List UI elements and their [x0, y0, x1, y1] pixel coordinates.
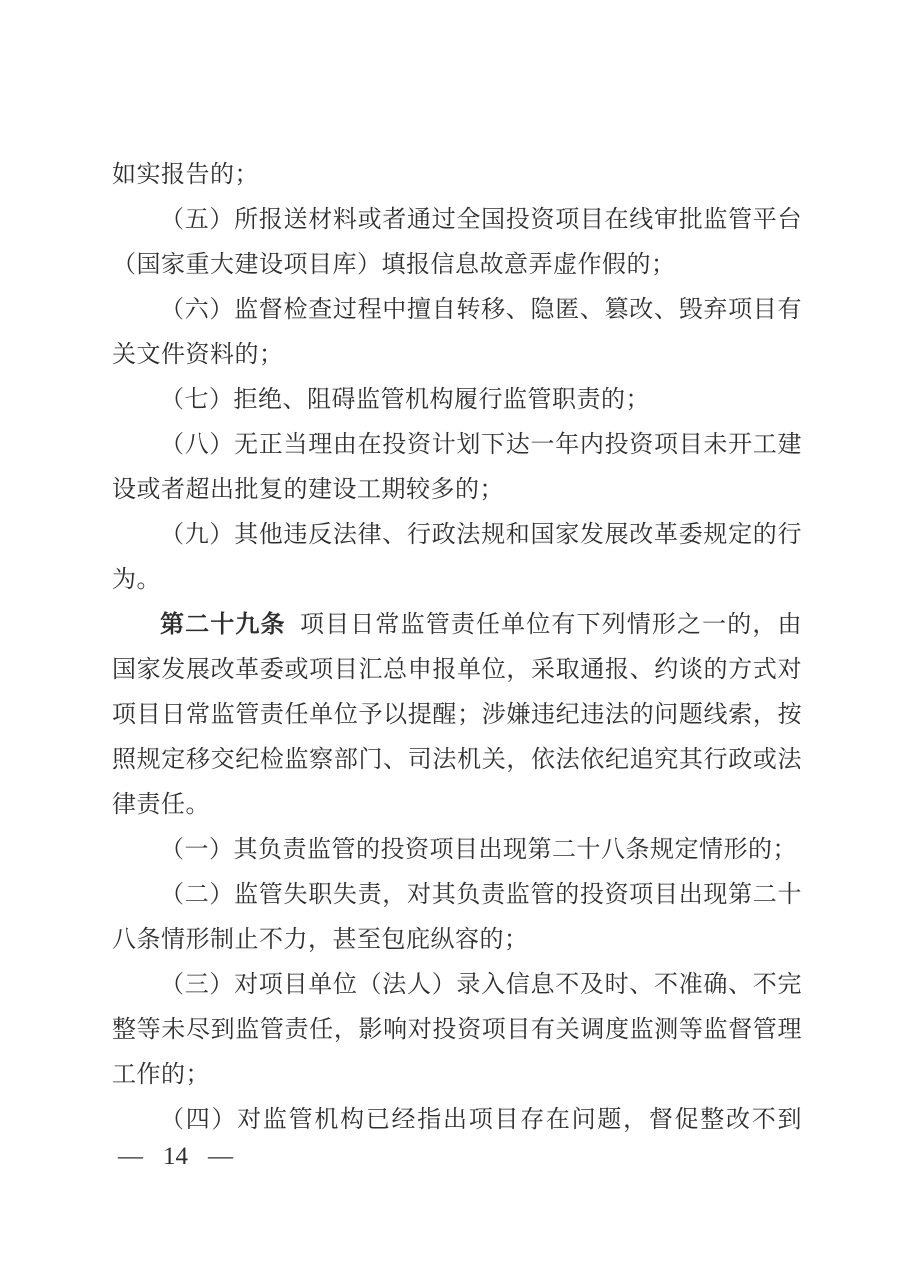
text-line: 八条情形制止不力，甚至包庇纵容的； — [112, 927, 529, 953]
text-line: （二）监管失职失责，对其负责监管的投资项目出现第二十 — [160, 882, 802, 908]
text-line: 工作的； — [112, 1062, 210, 1088]
text-line: 项目日常监管责任单位予以提醒；涉嫌违纪违法的问题线索，按 — [112, 702, 802, 728]
article-number: 第二十九条 — [160, 612, 286, 638]
document-body — [112, 153, 802, 1143]
text-line: （七）拒绝、阻碍监管机构履行监管职责的； — [160, 387, 650, 413]
text-line: （九）其他违反法律、行政法规和国家发展改革委规定的行 — [160, 522, 802, 548]
text-line — [112, 603, 802, 648]
text-line: 照规定移交纪检监察部门、司法机关，依法依纪追究其行政或法 — [112, 747, 802, 773]
text-line: 国家发展改革委或项目汇总申报单位，采取通报、约谈的方式对 — [112, 657, 802, 683]
text-line: （一）其负责监管的投资项目出现第二十八条规定情形的； — [160, 837, 797, 863]
text-line: （六）监督检查过程中擅自转移、隐匿、篡改、毁弃项目有 — [160, 297, 802, 323]
text-line: （三）对项目单位（法人）录入信息不及时、不准确、不完 — [160, 972, 802, 998]
text-line: 如实报告的； — [112, 162, 259, 188]
article-text: 项目日常监管责任单位有下列情形之一的，由 — [300, 612, 803, 638]
text-line: 关文件资料的； — [112, 342, 284, 368]
text-line: 设或者超出批复的建设工期较多的； — [112, 477, 504, 503]
text-line: （八）无正当理由在投资计划下达一年内投资项目未开工建 — [160, 432, 802, 458]
text-line: （五）所报送材料或者通过全国投资项目在线审批监管平台 — [160, 207, 802, 233]
text-line: 整等未尽到监管责任，影响对投资项目有关调度监测等监督管理 — [112, 1017, 802, 1043]
page-number: — 14 — — [118, 1143, 233, 1170]
text-line: （四）对监管机构已经指出项目存在问题，督促整改不到 — [160, 1107, 802, 1133]
text-line: 律责任。 — [112, 792, 210, 818]
text-line: （国家重大建设项目库）填报信息故意弄虚作假的； — [112, 252, 676, 278]
text-line: 为。 — [112, 567, 161, 593]
